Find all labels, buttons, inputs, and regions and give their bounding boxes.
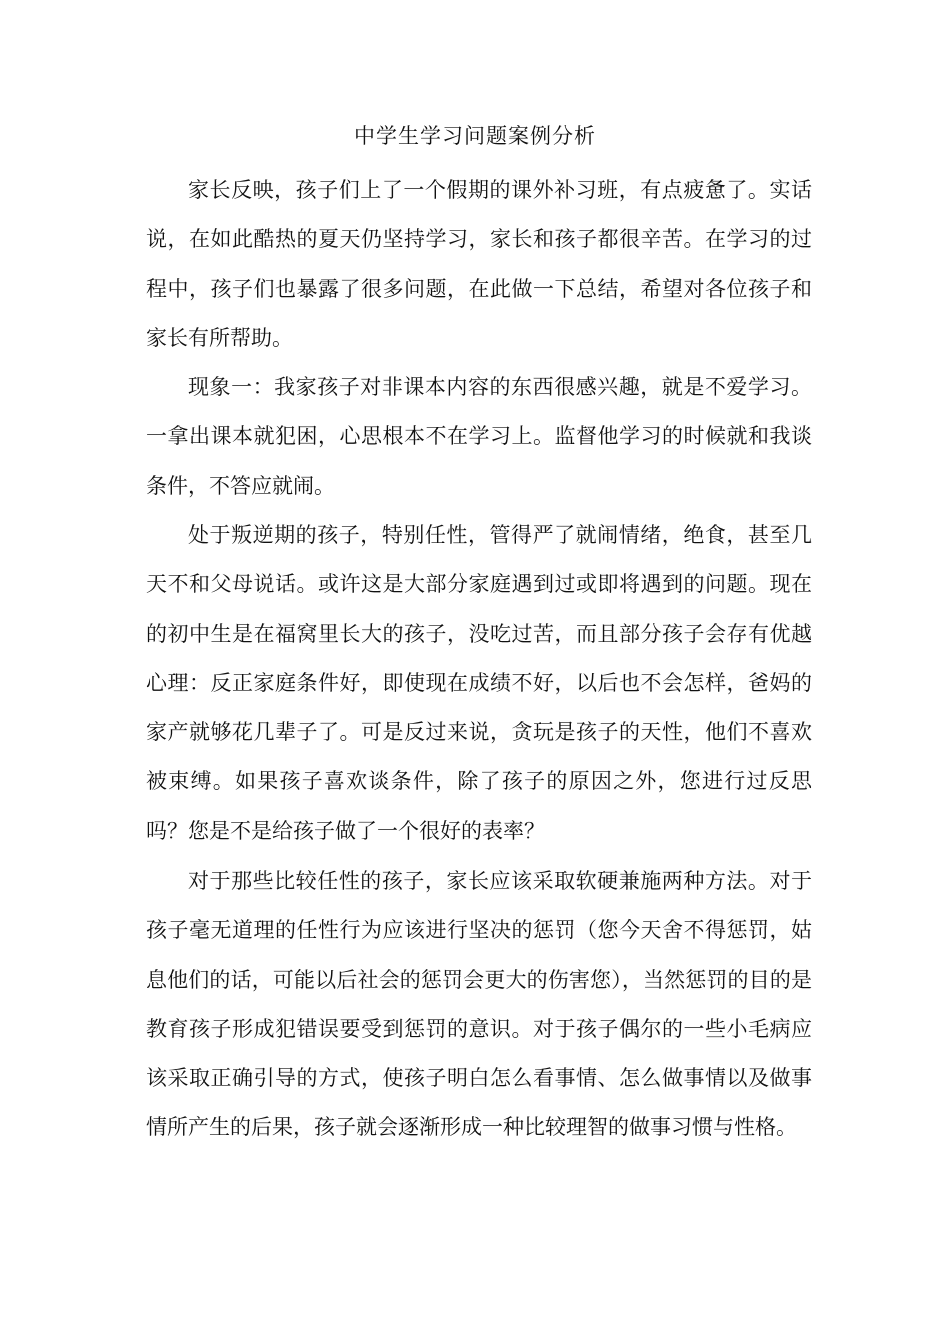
- document-title: 中学生学习问题案例分析: [354, 124, 596, 148]
- paragraph-advice: 对于那些比较任性的孩子，家长应该采取软硬兼施两种方法。对于孩子毫无道理的任性行为应该进行坚决的惩罚（您今天舍不得惩罚，姑息他们的话，可能以后社会的惩罚会更大的伤害您），当然惩罚的目的是教育孩子形成犯错误要受到惩罚的意识。对于孩子偶尔的一些小毛病应该采取正确引导的方式，使孩子明白怎么看事情、怎么做事情以及做事情所产生的后果，孩子就会逐渐形成一种比较理智的做事习惯与性格。: [146, 869, 812, 1140]
- paragraph-intro: 家长反映，孩子们上了一个假期的课外补习班，有点疲惫了。实话说，在如此酷热的夏天仍坚持学习，家长和孩子都很辛苦。在学习的过程中，孩子们也暴露了很多问题，在此做一下总结，希望对各位孩子和家长有所帮助。: [146, 178, 812, 350]
- paragraph-analysis: 处于叛逆期的孩子，特别任性，管得严了就闹情绪，绝食，甚至几天不和父母说话。或许这是大部分家庭遇到过或即将遇到的问题。现在的初中生是在福窝里长大的孩子，没吃过苦，而且部分孩子会存有优越心理：反正家庭条件好，即使现在成绩不好，以后也不会怎样，爸妈的家产就够花几辈子了。可是反过来说，贪玩是孩子的天性，他们不喜欢被束缚。如果孩子喜欢谈条件，除了孩子的原因之外，您进行过反思吗？您是不是给孩子做了一个很好的表率？: [146, 523, 812, 843]
- paragraph-phenomenon-one: 现象一：我家孩子对非课本内容的东西很感兴趣，就是不爱学习。一拿出课本就犯困，心思根本不在学习上。监督他学习的时候就和我谈条件，不答应就闹。: [146, 375, 812, 498]
